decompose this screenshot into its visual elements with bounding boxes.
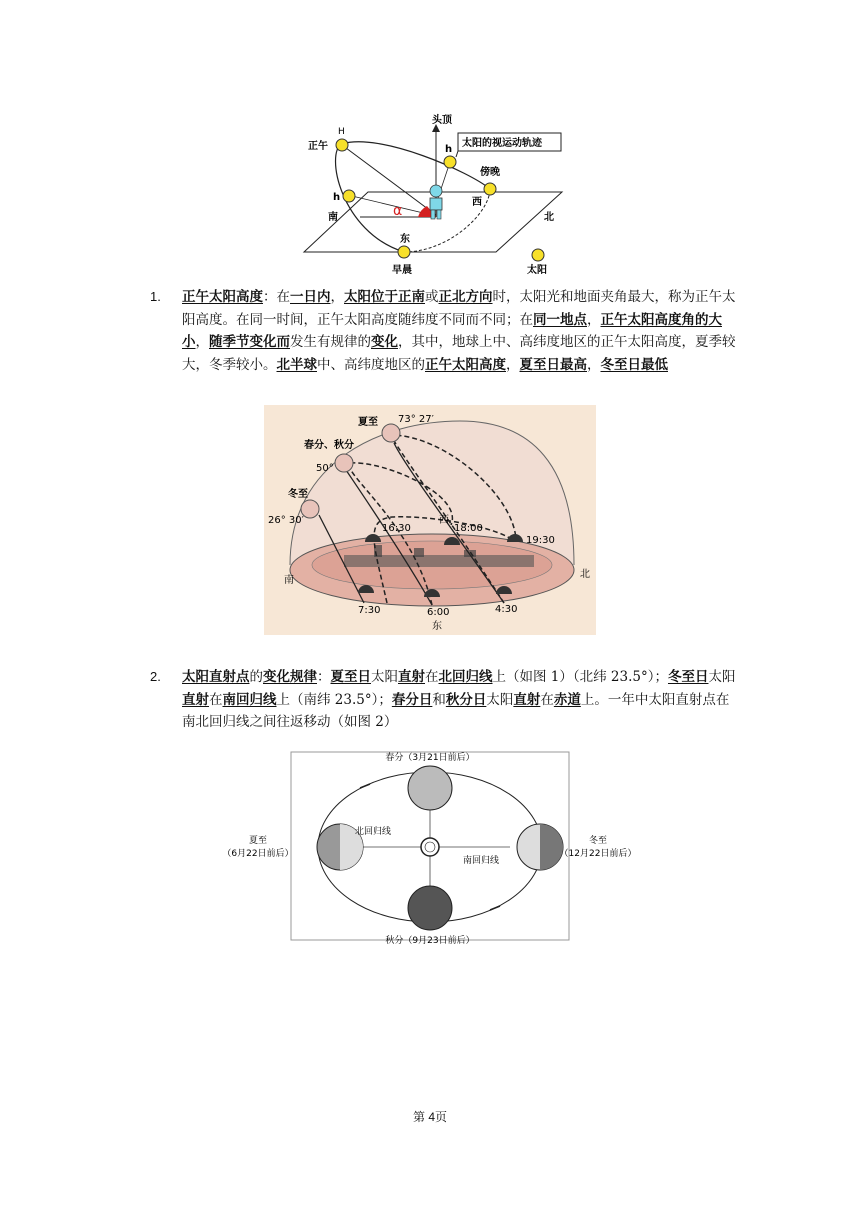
emphasis-text: 太阳直射点 <box>182 669 250 685</box>
label-legend: 太阳的视运动轨迹 <box>462 138 542 149</box>
emphasis-text: 直射 <box>182 691 209 708</box>
emphasis-text: 冬至日 <box>667 669 709 685</box>
label-autumn: 秋分（9月23日前后） <box>385 936 475 946</box>
label-600: 6:00 <box>427 607 450 618</box>
earth-autumn <box>408 886 452 930</box>
emphasis-text: 变化 <box>371 334 398 350</box>
label-south: 南 <box>328 212 338 223</box>
body-text: ： <box>317 669 331 685</box>
figure-earth-orbit <box>220 750 640 946</box>
label-morning: 早晨 <box>392 265 412 276</box>
page-number: 第 4页 <box>412 1110 447 1124</box>
label-west: 西 <box>472 197 482 208</box>
label-430: 4:30 <box>495 604 518 615</box>
emphasis-text: 正午太阳高度 <box>182 289 263 305</box>
sun-morning <box>398 246 410 258</box>
emphasis-text: 夏至日 <box>330 669 371 685</box>
label-east: 东 <box>432 621 442 632</box>
label-winter: 冬至 <box>288 489 308 500</box>
sun-noon <box>336 139 348 151</box>
body-text: ：在 <box>263 289 290 305</box>
label-west: 西 <box>439 515 449 526</box>
emphasis-text: 北半球 <box>276 356 317 373</box>
emphasis-text: 直射 <box>513 691 541 708</box>
paragraph-noon-sun-altitude <box>182 286 740 376</box>
label-noon: 正午 <box>308 141 328 152</box>
emphasis-text: 一日内 <box>290 289 331 305</box>
body-text: 时，太阳光和地面夹角最大，称为正午太阳高度。在同一时间，正午太阳高度随纬度不同而不同；在 <box>182 289 736 328</box>
label-winter: 冬至 <box>588 836 608 846</box>
label-h-top: h <box>445 144 453 155</box>
emphasis-text: 正午太阳高度角的大小 <box>182 311 722 350</box>
emphasis-text: 同一地点 <box>533 311 587 328</box>
body-text: 在 <box>425 669 439 685</box>
body-text: 上。一年中太阳直射点在南北回归线之间往返移动（如图 2） <box>182 691 730 730</box>
label-H: H <box>338 127 345 137</box>
body-text: 在 <box>540 691 554 708</box>
label-dusk: 傍晚 <box>480 167 500 178</box>
label-h-left: h <box>333 192 341 203</box>
body-text: ， <box>587 356 601 373</box>
city-silhouette <box>344 555 534 567</box>
emphasis-text: 北回归线 <box>438 669 493 685</box>
sun-summer <box>382 424 400 442</box>
label-summer: 夏至 <box>358 417 378 428</box>
label-north: 北 <box>580 569 590 580</box>
label-1800: 18:00 <box>454 523 483 534</box>
emphasis-text: 正午太阳高度 <box>425 356 506 373</box>
emphasis-text: 秋分日 <box>445 691 487 708</box>
sun-low <box>343 190 355 202</box>
figure-sun-apparent-motion <box>300 112 570 280</box>
earth-spring <box>408 766 452 810</box>
body-text: 发生有规律的 <box>290 334 371 350</box>
body-text: 中、高纬度地区的 <box>317 356 425 373</box>
emphasis-text: 冬至日最低 <box>600 356 668 373</box>
label-equinox-angle: 50° <box>316 463 334 474</box>
list-number: 2. <box>150 669 161 684</box>
label-south: 南 <box>284 575 294 586</box>
label-1630: 16:30 <box>382 523 411 534</box>
label-zenith: 头顶 <box>432 115 452 126</box>
label-summer-angle: 73° 27′ <box>398 414 434 425</box>
body-text: 上（南纬 23.5°）； <box>276 691 392 708</box>
label-summer: 夏至 <box>248 836 268 846</box>
emphasis-text: 太阳位于正南 <box>344 289 425 305</box>
label-winter-date: （12月22日前后） <box>559 849 637 859</box>
sun-equinox <box>335 454 353 472</box>
label-north-tropic: 北回归线 <box>355 827 392 837</box>
emphasis-text: 春分日 <box>391 691 433 708</box>
label-south-tropic: 南回归线 <box>463 856 500 866</box>
figure-seasonal-sun-path <box>264 405 596 635</box>
sun-dusk <box>484 183 496 195</box>
body-text: ， <box>330 289 344 305</box>
emphasis-text: 赤道 <box>553 691 581 708</box>
body-text: 太阳 <box>708 669 736 685</box>
body-text: ， <box>195 334 209 350</box>
label-sun: 太阳 <box>527 265 547 276</box>
body-text: 在 <box>209 691 223 708</box>
label-east: 东 <box>400 234 410 245</box>
body-text: 太阳 <box>371 669 398 685</box>
person-icon <box>430 185 442 197</box>
label-winter-angle: 26° 30′ <box>268 515 304 526</box>
label-summer-date: （6月22日前后） <box>222 849 294 859</box>
body-text: 和 <box>432 691 446 708</box>
body-text: ，其中，地球上中、高纬度地区的正午太阳高度，夏季较大，冬季较小。 <box>182 334 736 373</box>
body-text: ， <box>587 311 601 328</box>
emphasis-text: 随季节变化而 <box>209 334 290 350</box>
emphasis-text: 夏至日最高 <box>519 356 587 373</box>
emphasis-text: 南回归线 <box>222 691 277 708</box>
body-text: 上（如图 1）（北纬 23.5°）； <box>492 669 668 685</box>
body-text: ， <box>506 356 520 373</box>
list-item-1 <box>150 286 740 376</box>
emphasis-text: 变化规律 <box>263 669 317 685</box>
label-spring: 春分（3月21日前后） <box>385 753 475 763</box>
body-text: 的 <box>249 669 263 685</box>
list-item-2 <box>150 666 740 734</box>
sun-h <box>444 156 456 168</box>
list-number: 1. <box>150 289 161 304</box>
emphasis-text: 直射 <box>398 669 425 685</box>
label-equinox: 春分、秋分 <box>304 440 354 451</box>
label-north: 北 <box>544 212 554 223</box>
label-alpha: α <box>393 203 403 219</box>
label-1930: 19:30 <box>526 535 555 546</box>
sun-path <box>336 142 490 252</box>
body-text: 或 <box>425 289 439 305</box>
label-730: 7:30 <box>358 605 381 616</box>
sun-legend <box>532 249 544 261</box>
paragraph-direct-point <box>182 666 740 734</box>
body-text: 太阳 <box>486 691 514 708</box>
emphasis-text: 正北方向 <box>438 289 493 305</box>
